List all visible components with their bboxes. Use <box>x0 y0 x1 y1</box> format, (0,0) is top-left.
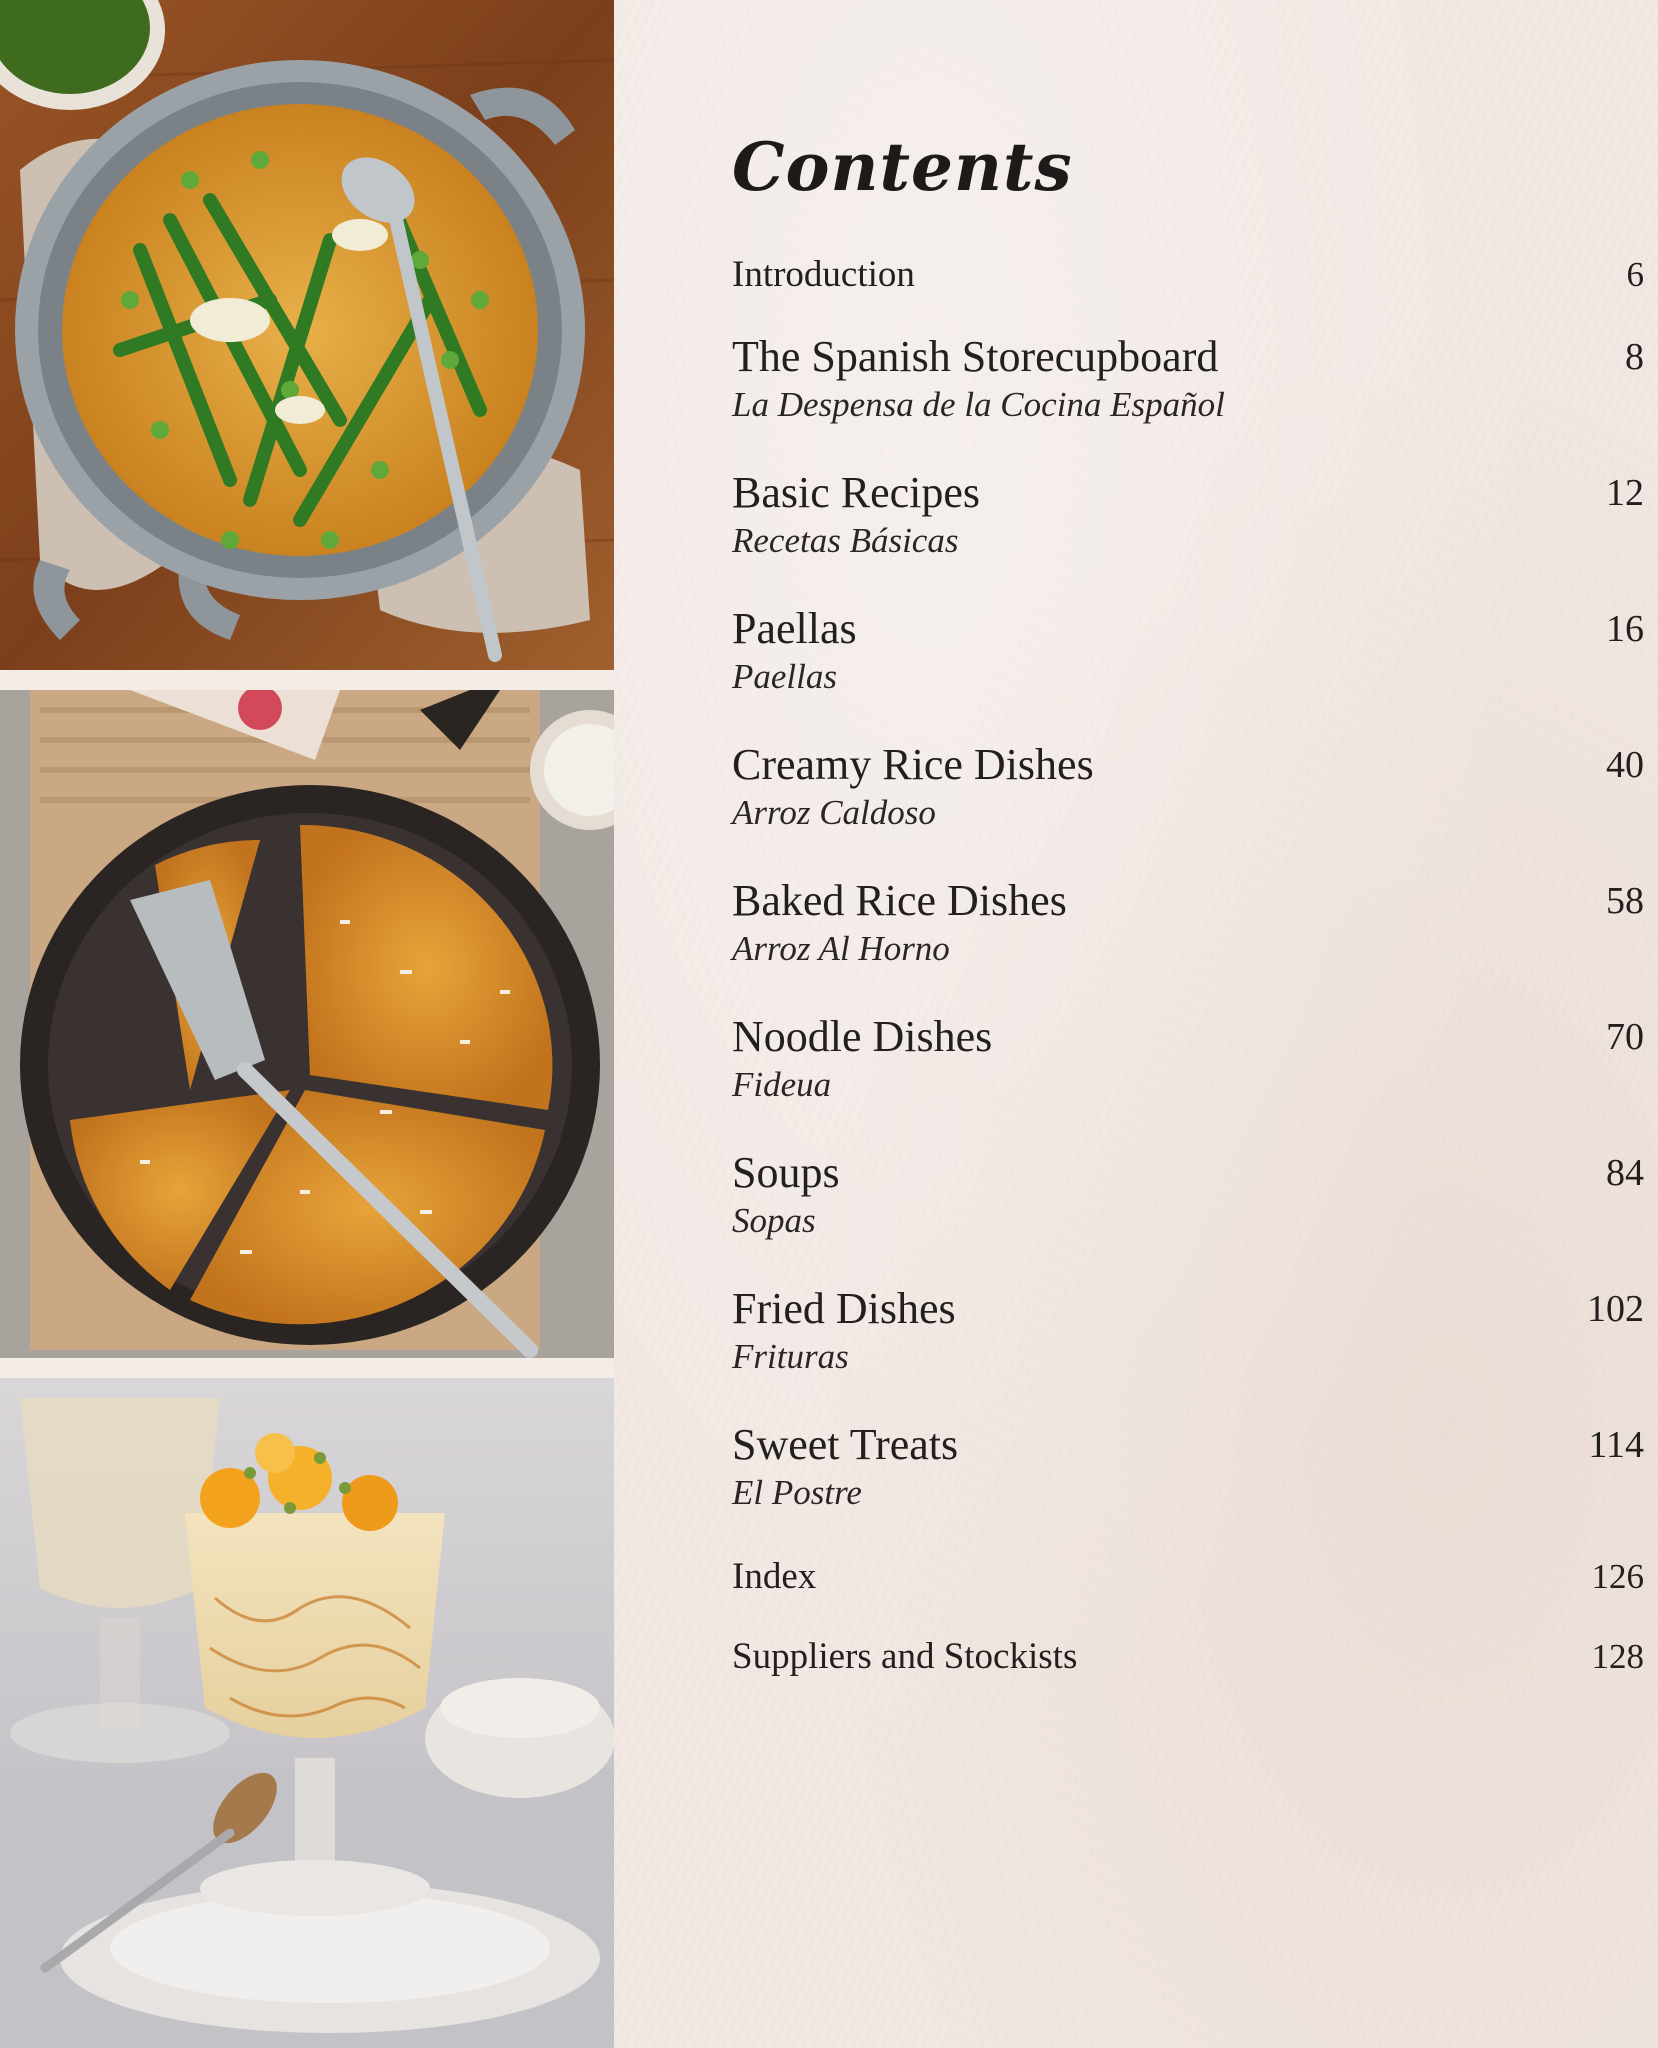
toc-entry-subtitle: Arroz Al Horno <box>732 929 950 968</box>
photo-column <box>0 0 614 2048</box>
toc-entry-title: Paellas <box>732 604 857 653</box>
toc-entry-page: 16 <box>1606 608 1644 650</box>
dessert-photo <box>0 1378 614 2048</box>
toc-entry-title: Creamy Rice Dishes <box>732 740 1094 789</box>
toc-entry-page: 40 <box>1606 744 1644 786</box>
toc-entry-page: 6 <box>1626 255 1644 294</box>
toc-entry-page: 84 <box>1606 1152 1644 1194</box>
toc-entry-storecupboard[interactable] <box>732 330 1644 426</box>
toc-entry-subtitle: Sopas <box>732 1201 816 1240</box>
toc-entry-title: The Spanish Storecupboard <box>732 332 1219 381</box>
skillet-photo <box>0 690 614 1358</box>
toc-entry-page: 102 <box>1587 1288 1644 1330</box>
toc-entry-subtitle: La Despensa de la Cocina Español <box>732 385 1225 424</box>
toc-entry-page: 70 <box>1606 1016 1644 1058</box>
toc-entry-fried-dishes[interactable] <box>732 1282 1644 1378</box>
toc-entry-page: 58 <box>1606 880 1644 922</box>
toc-entry-page: 128 <box>1591 1637 1644 1676</box>
toc-entry-creamy-rice[interactable] <box>732 738 1644 834</box>
toc-entry-paellas[interactable] <box>732 602 1644 698</box>
toc-entry-subtitle: Arroz Caldoso <box>732 793 936 832</box>
toc-entry-page: 12 <box>1606 472 1644 514</box>
toc-entry-title: Baked Rice Dishes <box>732 876 1067 925</box>
toc-entry-page: 8 <box>1625 336 1644 378</box>
toc-entry-basic-recipes[interactable] <box>732 466 1644 562</box>
toc-entry-subtitle: Frituras <box>732 1337 849 1376</box>
toc-entry-title: Index <box>732 1556 817 1597</box>
toc-entry-title: Noodle Dishes <box>732 1012 993 1061</box>
paella-photo <box>0 0 614 670</box>
toc-entry-title: Fried Dishes <box>732 1284 956 1333</box>
toc-entry-subtitle: Paellas <box>732 657 837 696</box>
toc-entry-title: Introduction <box>732 254 915 295</box>
toc-entry-index[interactable] <box>732 1550 1644 1604</box>
page-title: Contents <box>732 128 1073 206</box>
toc-entry-introduction[interactable] <box>732 248 1644 302</box>
toc-entry-soups[interactable] <box>732 1146 1644 1242</box>
table-of-contents <box>732 248 1644 1684</box>
toc-entry-title: Basic Recipes <box>732 468 981 517</box>
toc-entry-subtitle: El Postre <box>732 1473 862 1512</box>
toc-entry-page: 114 <box>1588 1424 1644 1466</box>
contents-panel <box>614 0 1658 2048</box>
toc-entry-baked-rice[interactable] <box>732 874 1644 970</box>
toc-entry-page: 126 <box>1591 1557 1644 1596</box>
toc-entry-subtitle: Recetas Básicas <box>732 521 959 560</box>
toc-entry-title: Suppliers and Stockists <box>732 1636 1078 1677</box>
toc-entry-noodle-dishes[interactable] <box>732 1010 1644 1106</box>
toc-entry-title: Sweet Treats <box>732 1420 959 1469</box>
toc-entry-sweet-treats[interactable] <box>732 1418 1644 1514</box>
toc-entry-title: Soups <box>732 1148 840 1197</box>
toc-entry-suppliers[interactable] <box>732 1630 1644 1684</box>
toc-entry-subtitle: Fideua <box>732 1065 832 1104</box>
